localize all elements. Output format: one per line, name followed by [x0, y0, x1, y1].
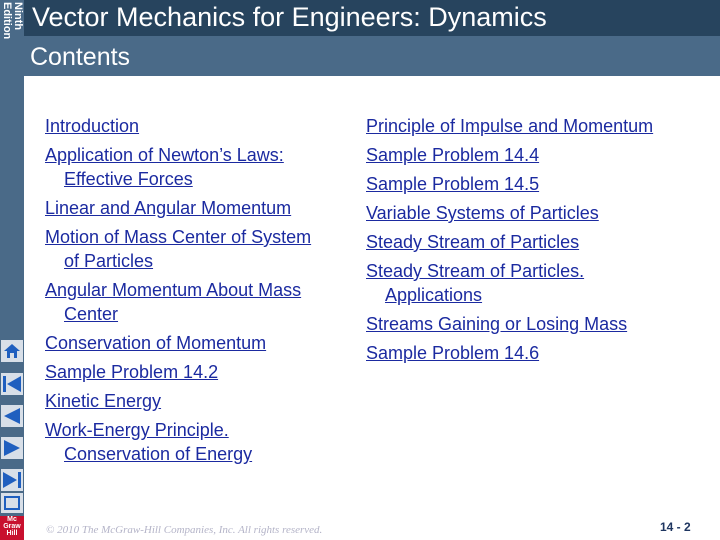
toc-link[interactable] [366, 201, 706, 225]
toc-link-text: Principle of Impulse and Momentum [366, 116, 654, 136]
toc-item[interactable] [366, 143, 706, 167]
toc-link[interactable] [366, 341, 706, 365]
toc-link-text: Introduction [45, 116, 140, 136]
side-strip [0, 0, 24, 540]
toc-item[interactable] [366, 230, 706, 254]
toc-link[interactable] [366, 259, 706, 307]
last-slide-icon[interactable] [1, 469, 23, 491]
toc-link[interactable] [45, 114, 365, 138]
next-slide-icon[interactable] [1, 437, 23, 459]
toc-item[interactable] [366, 201, 706, 225]
logo-text-line1: Mc [7, 516, 17, 523]
toc-link-text: Work-Energy Principle. [45, 420, 229, 440]
toc-link-text: Conservation of Momentum [45, 333, 267, 353]
toc-link-text: Motion of Mass Center of System [45, 227, 312, 247]
toc-right-column [366, 114, 706, 370]
toc-item[interactable] [366, 341, 706, 365]
toc-item[interactable] [45, 143, 365, 191]
toc-link[interactable] [45, 389, 365, 413]
publisher-logo [0, 516, 24, 540]
toc-left-column [45, 114, 365, 471]
home-icon[interactable] [1, 340, 23, 362]
title-bar [24, 0, 720, 36]
subtitle-bar [24, 36, 720, 76]
toc-link-text: Sample Problem 14.6 [366, 343, 540, 363]
toc-item[interactable] [45, 278, 365, 326]
toc-item[interactable] [45, 360, 365, 384]
toc-link-text: Angular Momentum About Mass [45, 280, 302, 300]
toc-link-text-continued: Applications [385, 285, 483, 305]
toc-link[interactable] [366, 230, 706, 254]
toc-item[interactable] [45, 225, 365, 273]
toc-link[interactable] [366, 114, 706, 138]
first-slide-icon[interactable] [1, 373, 23, 395]
edition-line1: Ninth [12, 2, 24, 31]
page-title: Vector Mechanics for Engineers: Dynamics [32, 2, 547, 32]
toc-link-text: Kinetic Energy [45, 391, 162, 411]
toc-link-text: Sample Problem 14.5 [366, 174, 540, 194]
toc-link[interactable] [45, 196, 365, 220]
toc-link[interactable] [45, 418, 365, 466]
page-number: 14 - 2 [660, 520, 691, 534]
toc-link-text: Sample Problem 14.2 [45, 362, 219, 382]
toc-link-text-continued: Conservation of Energy [64, 444, 253, 464]
toc-link-text: Streams Gaining or Losing Mass [366, 314, 628, 334]
toc-item[interactable] [45, 389, 365, 413]
toc-link-text-continued: Effective Forces [64, 169, 193, 189]
toc-link[interactable] [366, 143, 706, 167]
toc-link-text: Linear and Angular Momentum [45, 198, 292, 218]
toc-item[interactable] [45, 331, 365, 355]
toc-link[interactable] [366, 172, 706, 196]
toc-link[interactable] [45, 143, 365, 191]
toc-item[interactable] [366, 172, 706, 196]
edition-label [0, 0, 24, 56]
toc-link[interactable] [366, 312, 706, 336]
toc-link-text-continued: Center [64, 304, 119, 324]
toc-link[interactable] [45, 331, 365, 355]
toc-link-text: Application of Newton’s Laws: [45, 145, 284, 165]
toc-link-text: Steady Stream of Particles. [366, 261, 585, 281]
previous-slide-icon[interactable] [1, 405, 23, 427]
toc-link[interactable] [45, 360, 365, 384]
edition-line2: Edition [1, 2, 13, 40]
toc-item[interactable] [45, 418, 365, 466]
section-title: Contents [30, 43, 131, 71]
toc-item[interactable] [45, 114, 365, 138]
logo-text-line3: Hill [6, 530, 18, 537]
toc-link[interactable] [45, 225, 365, 273]
exit-icon[interactable] [1, 493, 23, 513]
toc-link[interactable] [45, 278, 365, 326]
toc-link-text: Sample Problem 14.4 [366, 145, 540, 165]
copyright-notice: © 2010 The McGraw-Hill Companies, Inc. All rights reserved. [46, 524, 323, 536]
toc-link-text: Variable Systems of Particles [366, 203, 599, 223]
logo-text-line2: Graw [3, 523, 21, 530]
toc-item[interactable] [366, 114, 706, 138]
toc-item[interactable] [45, 196, 365, 220]
toc-item[interactable] [366, 259, 706, 307]
toc-item[interactable] [366, 312, 706, 336]
toc-link-text-continued: of Particles [64, 251, 154, 271]
toc-link-text: Steady Stream of Particles [366, 232, 580, 252]
